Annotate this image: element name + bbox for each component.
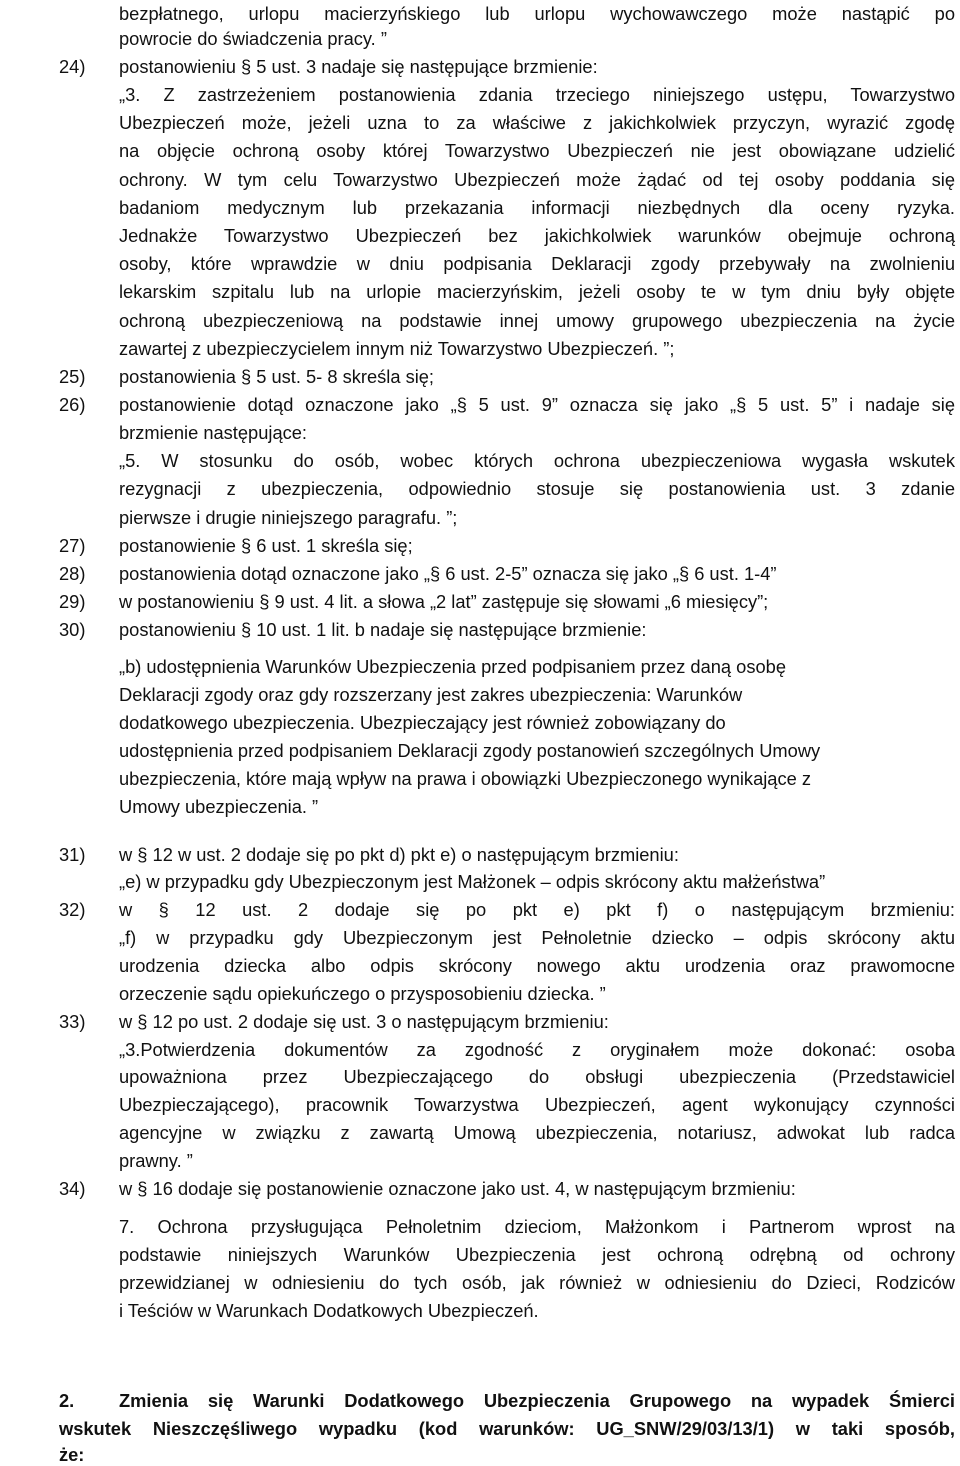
text-line: badaniom medycznym lub przekazania informacji niezbędnych dla oceny ryzyka.: [119, 197, 955, 218]
text-line: „b) udostępnienia Warunków Ubezpieczenia przed podpisaniem przez daną osobę: [119, 656, 786, 677]
text-line: Umowy ubezpieczenia. ”: [119, 796, 319, 817]
text-line: Ubezpieczeń może, jeżeli uzna to za właściwe z jakichkolwiek przyczyn, wyrazić zgodę: [119, 112, 955, 133]
text-line: urodzenia dziecka albo odpis skrócony nowego aktu urodzenia oraz prawomocne: [119, 955, 955, 976]
text-line: w § 12 ust. 2 dodaje się po pkt e) pkt f) o następującym brzmieniu:: [119, 899, 955, 920]
item-number-28: 28): [59, 563, 86, 584]
text-line: ubezpieczenia, które mają wpływ na prawa i obowiązki Ubezpieczonego wynikające z: [119, 768, 812, 789]
text-line: w § 12 w ust. 2 dodaje się po pkt d) pkt e) o następującym brzmieniu:: [119, 844, 679, 865]
text-line: postanowieniu § 5 ust. 3 nadaje się następujące brzmienie:: [119, 56, 598, 77]
text-line: orzeczenie sądu opiekuńczego o przysposobieniu dziecka. ”: [119, 983, 606, 1004]
text-line: „f) w przypadku gdy Ubezpieczonym jest Pełnoletnie dziecko – odpis skrócony aktu: [119, 927, 955, 948]
text-line: ochrony. W tym celu Towarzystwo Ubezpieczeń może żądać od tej osoby poddania się: [119, 169, 955, 190]
text-line: postanowienia § 5 ust. 5- 8 skreśla się;: [119, 366, 435, 387]
text-line: w postanowieniu § 9 ust. 4 lit. a słowa „2 lat” zastępuje się słowami „6 miesięcy”;: [119, 591, 769, 612]
text-line: pierwsze i drugie niniejszego paragrafu. ”;: [119, 507, 458, 528]
text-line: 7. Ochrona przysługująca Pełnoletnim dzieciom, Małżonkom i Partnerom wprost na: [119, 1216, 955, 1237]
text-line: postanowienia dotąd oznaczone jako „§ 6 ust. 2-5” oznacza się jako „§ 6 ust. 1-4”: [119, 563, 777, 584]
item-number-24: 24): [59, 56, 86, 77]
text-line: prawny. ”: [119, 1150, 193, 1171]
text-line: lekarskim szpitalu lub na urlopie macierzyńskim, jeżeli osoby te w tym dniu były objęte: [119, 281, 955, 302]
text-line: przewidzianej w odniesieniu do tych osób, jak również w odniesieniu do Dzieci, Rodziców: [119, 1272, 955, 1293]
text-line: Jednakże Towarzystwo Ubezpieczeń bez jakichkolwiek warunków obejmuje ochroną: [119, 225, 955, 246]
text-line: postanowieniu § 10 ust. 1 lit. b nadaje się następujące brzmienie:: [119, 619, 647, 640]
text-line: brzmienie następujące:: [119, 422, 307, 443]
text-line: ochroną ubezpieczeniową na podstawie innej umowy grupowego ubezpieczenia na życie: [119, 310, 955, 331]
item-number-34: 34): [59, 1178, 86, 1199]
item-number-27: 27): [59, 535, 86, 556]
text-line: postanowienie § 6 ust. 1 skreśla się;: [119, 535, 413, 556]
text-line: zawartej z ubezpieczycielem innym niż Towarzystwo Ubezpieczeń. ”;: [119, 338, 675, 359]
item-number-26: 26): [59, 394, 86, 415]
text-line: postanowienie dotąd oznaczone jako „§ 5 ust. 9” oznacza się jako „§ 5 ust. 5” i nadaje się: [119, 394, 955, 415]
text-line: „3.Potwierdzenia dokumentów za zgodność z oryginałem może dokonać: osoba: [119, 1039, 955, 1060]
item-number-32: 32): [59, 899, 86, 920]
item-number-31: 31): [59, 844, 86, 865]
text-line: rezygnacji z ubezpieczenia, odpowiednio stosuje się postanowienia ust. 3 zdanie: [119, 478, 955, 499]
text-line: na objęcie ochroną osoby której Towarzystwo Ubezpieczeń nie jest obowiązane udzielić: [119, 140, 955, 161]
text-line: agencyjne w związku z zawartą Umową ubezpieczenia, notariusz, adwokat lub radca: [119, 1122, 955, 1143]
section-number-2: 2.: [59, 1390, 75, 1411]
item-number-25: 25): [59, 366, 86, 387]
text-line: w § 16 dodaje się postanowienie oznaczone jako ust. 4, w następującym brzmieniu:: [119, 1178, 796, 1199]
text-line: „3. Z zastrzeżeniem postanowienia zdania trzeciego niniejszego ustępu, Towarzystwo: [119, 84, 955, 105]
text-line: „e) w przypadku gdy Ubezpieczonym jest Małżonek – odpis skrócony aktu małżeństwa”: [119, 871, 826, 892]
item-number-30: 30): [59, 619, 86, 640]
text-line: udostępnienia przed podpisaniem Deklaracji zgody postanowień szczególnych Umowy: [119, 740, 821, 761]
text-line: „5. W stosunku do osób, wobec których ochrona ubezpieczeniowa wygasła wskutek: [119, 450, 955, 471]
text-line: dodatkowego ubezpieczenia. Ubezpieczający jest również zobowiązany do: [119, 712, 726, 733]
item-number-33: 33): [59, 1011, 86, 1032]
text-line: w § 12 po ust. 2 dodaje się ust. 3 o następującym brzmieniu:: [119, 1011, 609, 1032]
text-line: Deklaracji zgody oraz gdy rozszerzany jest zakres ubezpieczenia: Warunków: [119, 684, 743, 705]
text-line: Ubezpieczającego), pracownik Towarzystwa Ubezpieczeń, agent wykonujący czynności: [119, 1094, 955, 1115]
text-line: bezpłatnego, urlopu macierzyńskiego lub urlopu wychowawczego może nastąpić po: [119, 3, 955, 24]
item-number-29: 29): [59, 591, 86, 612]
text-line: powrocie do świadczenia pracy. ”: [119, 28, 387, 49]
text-line: i Teściów w Warunkach Dodatkowych Ubezpieczeń.: [119, 1300, 539, 1321]
text-line: osoby, które wprawdzie w dniu podpisania Deklaracji zgody przebywały na zwolnieniu: [119, 253, 955, 274]
section-heading-line: Zmienia się Warunki Dodatkowego Ubezpieczenia Grupowego na wypadek Śmierci: [119, 1390, 955, 1411]
section-heading-line: że:: [59, 1444, 85, 1465]
section-heading-line: wskutek Nieszczęśliwego wypadku (kod warunków: UG_SNW/29/03/13/1) w taki sposób,: [59, 1418, 955, 1439]
text-line: upoważniona przez Ubezpieczającego do obsługi ubezpieczenia (Przedstawiciel: [119, 1066, 955, 1087]
text-line: podstawie niniejszych Warunków Ubezpieczenia jest ochroną odrębną od ochrony: [119, 1244, 955, 1265]
